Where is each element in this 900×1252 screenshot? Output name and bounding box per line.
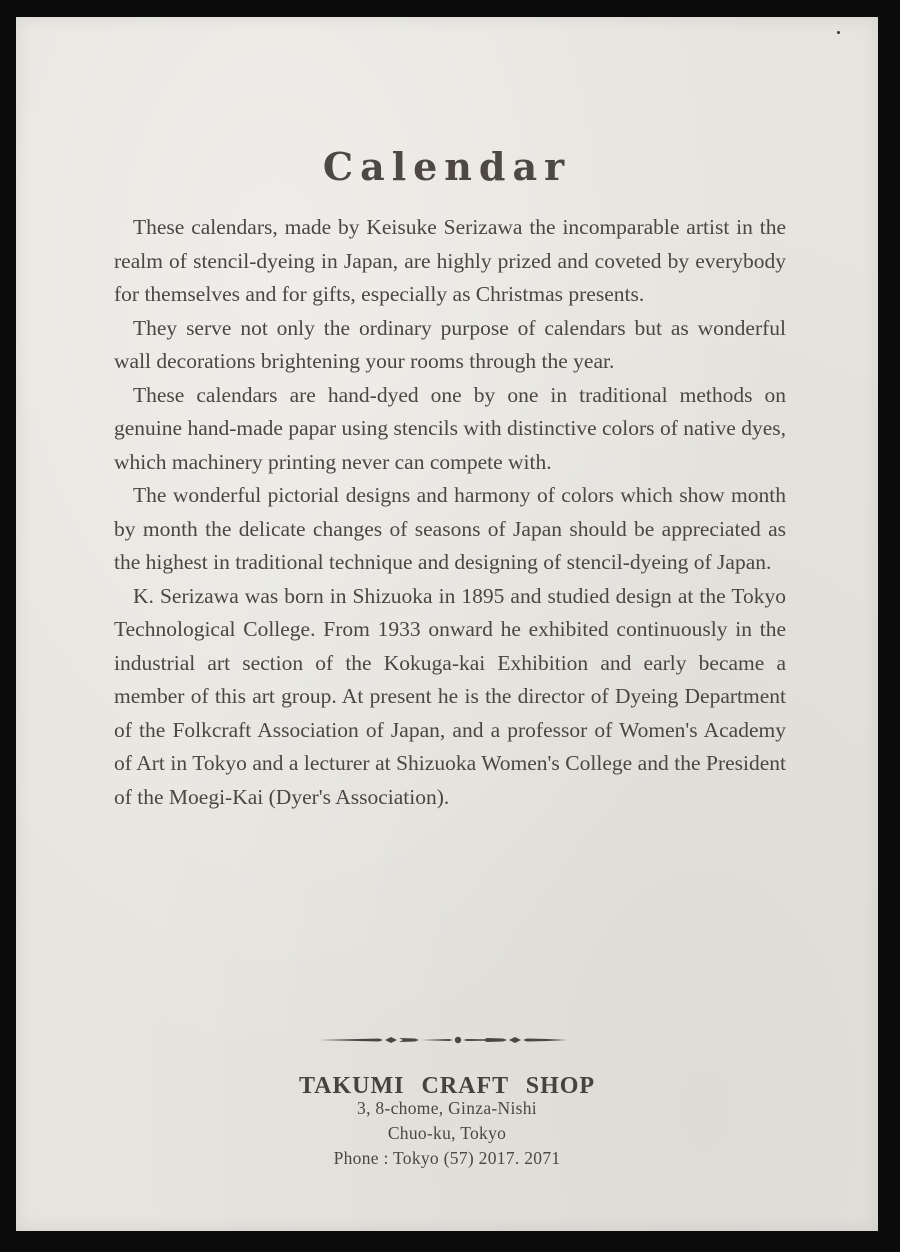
page-title: Calendar [322,144,572,189]
ornamental-divider [319,1033,567,1047]
paragraph-method: These calendars are hand-dyed one by one in traditional methods on genuine hand-made papar using stencils with distinctive colors of native dyes, which machinery printing never can compete with. [114,382,786,474]
paragraph-purpose: They serve not only the ordinary purpose of calendars but as wonderful wall decorations brightening your rooms through the year. [114,315,786,373]
body-text [114,211,786,814]
shop-name: TAKUMI CRAFT SHOP [298,1073,596,1099]
shop-phone: Phone : Tokyo (57) 2017. 2071 [333,1148,561,1168]
document-page [16,17,878,1231]
paragraph-intro: These calendars, made by Keisuke Serizawa the incomparable artist in the realm of stencil-dyeing in Japan, are highly prized and coveted by everybody for themselves and for gifts, especially as Christmas presents. [114,215,786,306]
shop-address-line2: Chuo-ku, Tokyo [387,1123,507,1143]
shop-address-line1: 3, 8-chome, Ginza-Nishi [357,1098,537,1118]
paragraph-designs: The wonderful pictorial designs and harmony of colors which show month by month the delicate changes of seasons of Japan should be appreciated as the highest in traditional technique and designing of stencil-dyeing of Japan. [114,483,786,574]
paragraph-biography: K. Serizawa was born in Shizuoka in 1895 and studied design at the Tokyo Technological College. From 1933 onward he exhibited continuously in the industrial art section of the Kokuga-kai Exhibition and early became a member of this art group. At present he is the director of Dyeing Department of the Folkcraft Association of Japan, and a professor of Women's Academy of Art in Tokyo and a lecturer at Shizuoka Women's College and the President of the Moegi-Kai (Dyer's Association). [114,583,786,809]
dust-speck [837,31,840,34]
